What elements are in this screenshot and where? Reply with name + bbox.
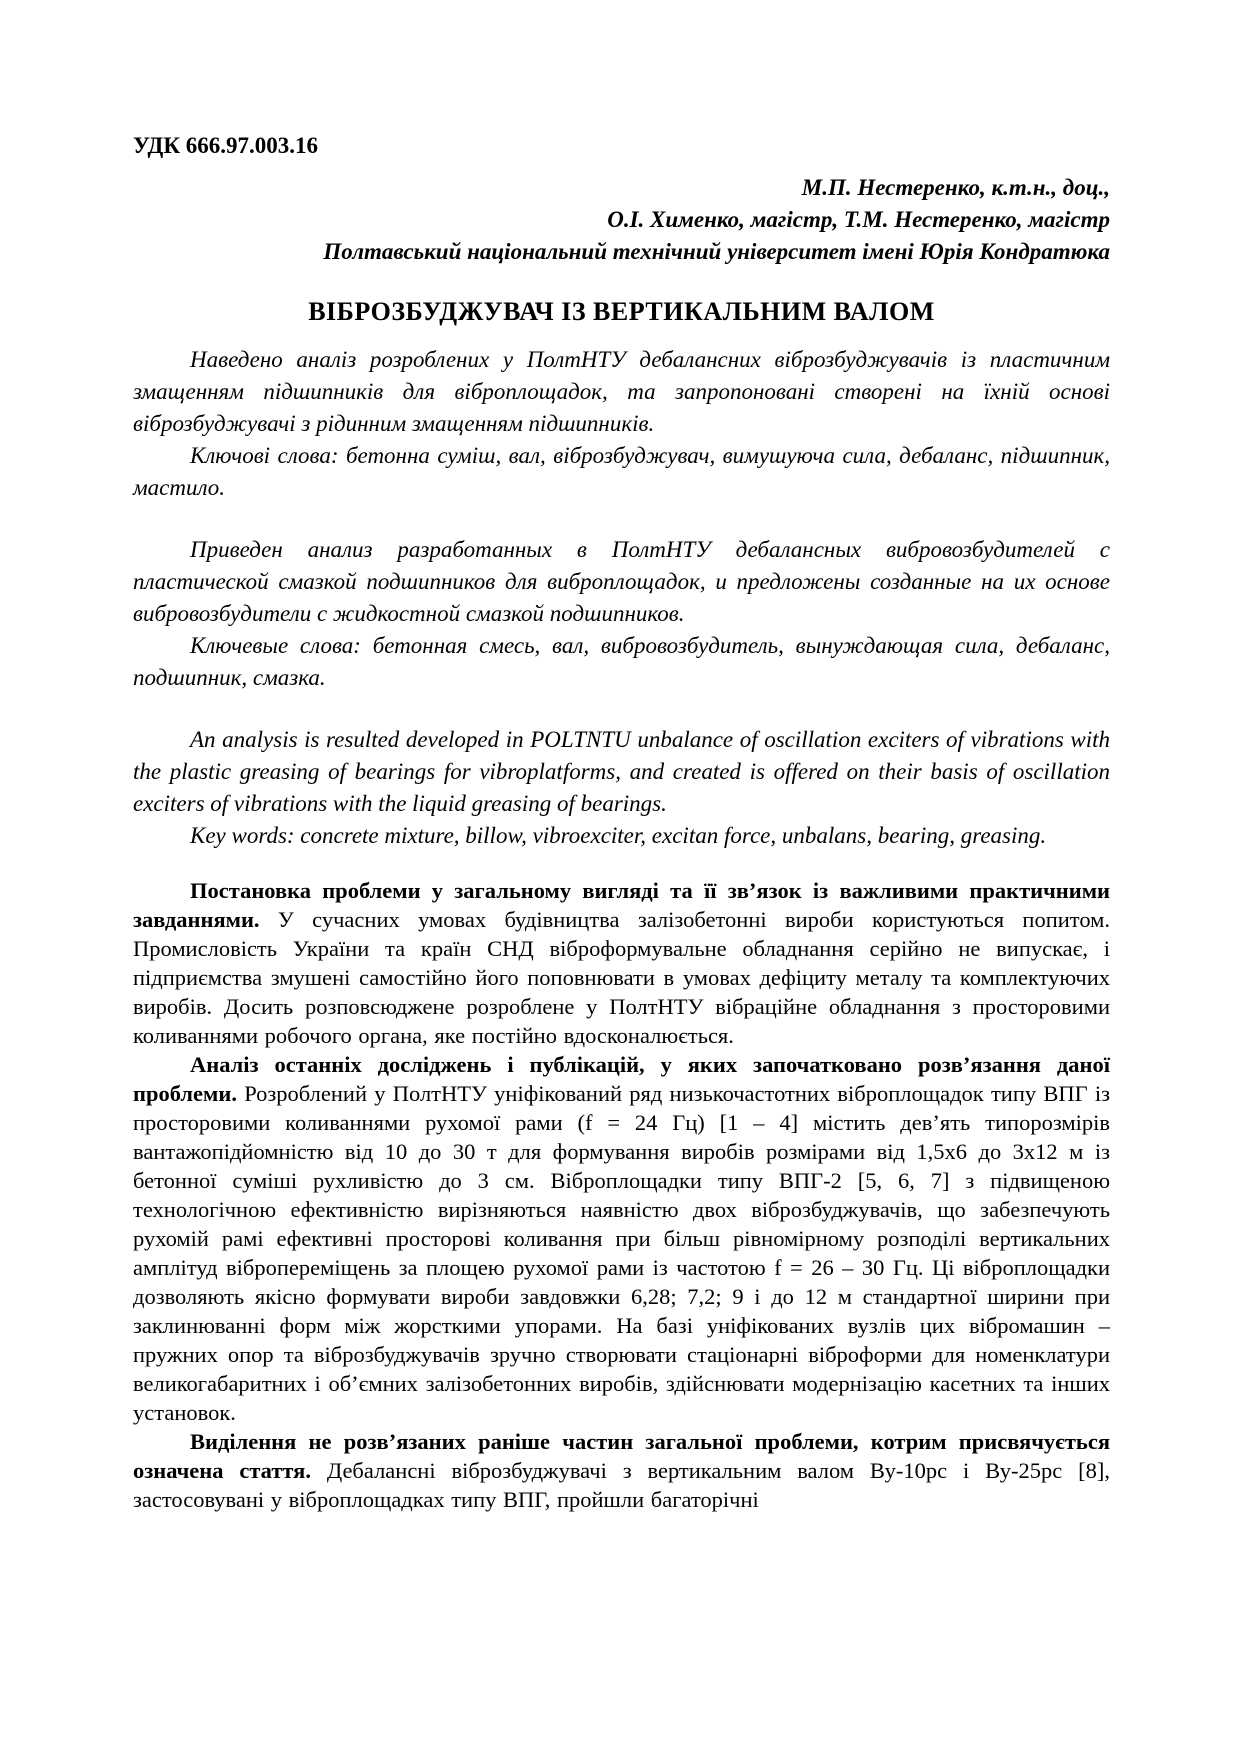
affiliation: Полтавський національний технічний університет імені Юрія Кондратюка <box>323 239 1110 264</box>
section-heading: Постановка проблеми у загальному вигляді та її зв’язок із важливими практичними завданнями. <box>133 878 1110 932</box>
section-heading: Аналіз останніх досліджень і публікацій, у яких започатковано розв’язання даної проблеми. <box>133 1052 1110 1106</box>
abstract-keywords-ru: Ключевые слова: бетонная смесь, вал, вибровозбудитель, вынуждающая сила, дебаланс, подшипник, смазка. <box>133 633 1110 690</box>
abstract-text-uk: Наведено аналіз розроблених у ПолтНТУ дебалансних віброзбуджувачів із пластичним змащенням підшипників для віброплощадок, та запропоновані створені на їхній основі віброзбуджувачі з рідинним змащенням підшипників. <box>133 347 1110 436</box>
abstract-text-ru: Приведен анализ разработанных в ПолтНТУ дебалансных вибровозбудителей с пластической смазкой подшипников для виброплощадок, и предложены созданные на их основе вибровозбудители с жидкостной смазкой подшипников. <box>133 537 1110 626</box>
udc-code: УДК 666.97.003.16 <box>133 133 319 158</box>
section-paragraph-problem-statement <box>133 876 1110 1050</box>
abstract-keywords-en: Key words: concrete mixture, billow, vibroexciter, excitan force, unbalans, bearing, greasing. <box>190 823 1047 848</box>
section-text: У сучасних умовах будівництва залізобетонні вироби користуються попитом. Промисловість України та країн СНД віброформувальне обладнання серійно не випускає, і підприємства змушені самостійно його поповнювати в умовах дефіциту металу та комплектуючих виробів. Досить розповсюджене розроблене у ПолтНТУ вібраційне обладнання з просторовими коливаннями робочого органа, яке постійно вдосконалюється. <box>133 907 1110 1048</box>
section-text: Розроблений у ПолтНТУ уніфікований ряд низькочастотних віброплощадок типу ВПГ із просторовими коливаннями рухомої рами (f = 24 Гц) [1 – 4] містить дев’ять типорозмірів вантажопідйомністю від 10 до 30 т для формування виробів розмірами від 1,5х6 до 3х12 м із бетонної суміші рухливістю до 3 см. Віброплощадки типу ВПГ-2 [5, 6, 7] з підвищеною технологічною ефективністю вирізняються наявністю двох віброзбуджувачів, що забезпечують рухомій рамі ефективні просторові коливання при більш рівномірному розподілі вертикальних амплітуд вібропереміщень за площею рухомої рами із частотою f = 26 – 30 Гц. Ці віброплощадки дозволяють якісно формувати вироби завдовжки 6,28; 7,2; 9 і до 12 м стандартної ширини при заклинюванні форм між жорсткими упорами. На базі уніфікованих вузлів цих вібромашин – пружних опор та віброзбуджувачів зручно створювати стаціонарні віброформи для номенклатури великогабаритних і об’ємних залізобетонних виробів, здійснювати модернізацію касетних та інших установок. <box>133 1081 1110 1425</box>
section-text: Дебалансні віброзбуджувачі з вертикальним валом Ву-10рс і Ву-25рс [8], застосовувані у віброплощадках типу ВПГ, пройшли багаторічні <box>133 1458 1110 1512</box>
author-line: О.І. Хименко, магістр, Т.М. Нестеренко, магістр <box>607 207 1110 232</box>
abstract-keywords-uk: Ключові слова: бетонна суміш, вал, віброзбуджувач, вимушуюча сила, дебаланс, підшипник, мастило. <box>133 443 1110 500</box>
section-paragraph-unsolved-parts <box>133 1427 1110 1514</box>
abstract-ukrainian <box>133 344 1110 504</box>
authors-block <box>133 172 1110 268</box>
abstract-english <box>133 724 1110 852</box>
abstract-text-en: An analysis is resulted developed in POLTNTU unbalance of oscillation exciters of vibrations with the plastic greasing of bearings for vibroplatforms, and created is offered on their basis of oscillation exciters of vibrations with the liquid greasing of bearings. <box>133 727 1110 816</box>
article-body <box>133 876 1110 1514</box>
section-paragraph-recent-research <box>133 1050 1110 1427</box>
author-line: М.П. Нестеренко, к.т.н., доц., <box>801 175 1110 200</box>
section-heading: Виділення не розв’язаних раніше частин загальної проблеми, котрим присвячується означена стаття. <box>133 1429 1110 1483</box>
abstract-russian <box>133 534 1110 694</box>
article-title: ВІБРОЗБУДЖУВАЧ ІЗ ВЕРТИКАЛЬНИМ ВАЛОМ <box>308 297 935 326</box>
